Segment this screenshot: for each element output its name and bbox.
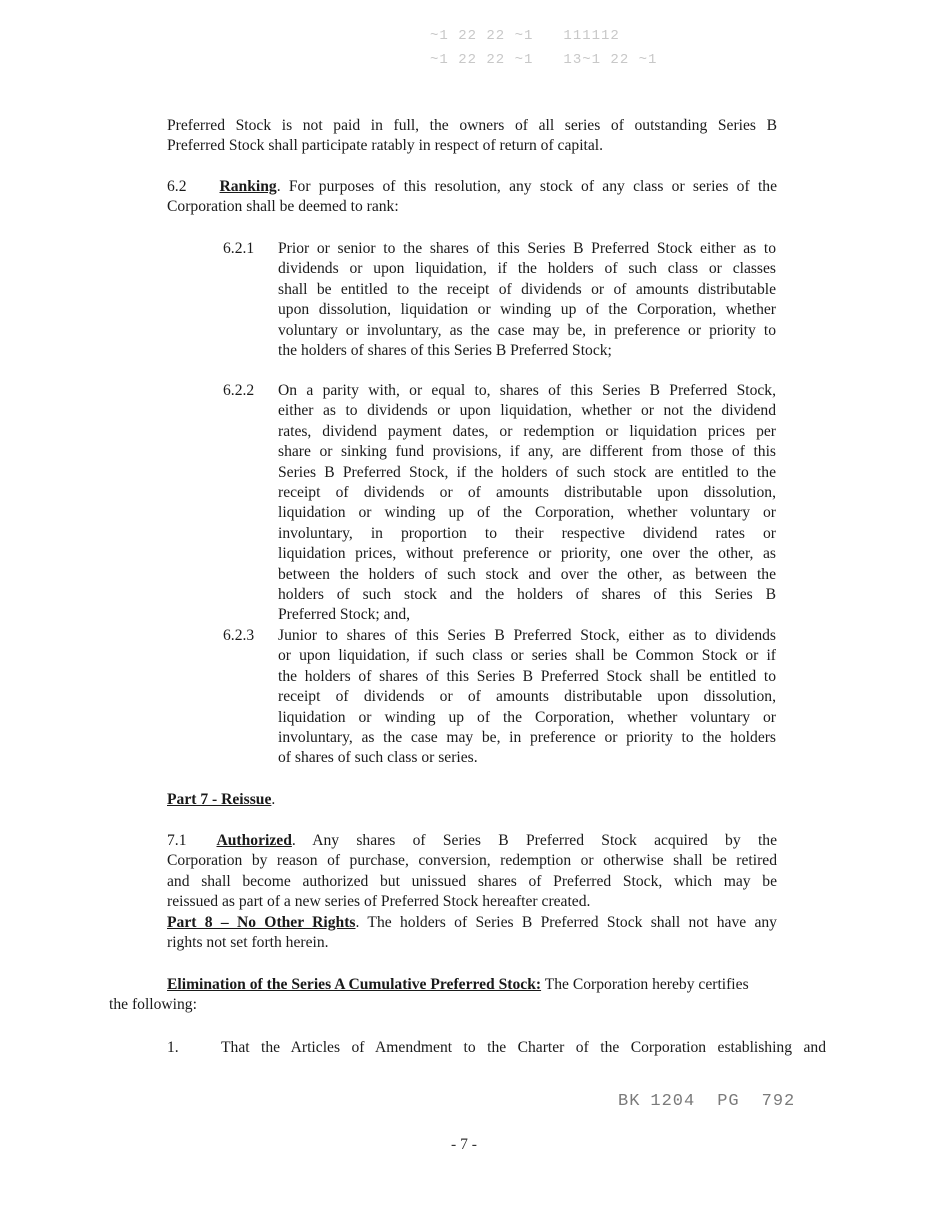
stamp-text: 13~1 22 ~1 — [563, 52, 658, 68]
text-line: That the Articles of Amendment to the Charter of the Corporation establishing and — [221, 1039, 826, 1056]
text-line: involuntary, as the case may be, in preference or priority to the holders — [278, 728, 776, 746]
item-number: 1. — [167, 1039, 179, 1056]
header-stamp — [430, 24, 657, 72]
section-number: 6.2 — [167, 178, 187, 195]
item-1 — [221, 1038, 826, 1058]
text-line: voluntary or involuntary, as the case may be, in preference or priority to — [278, 321, 776, 339]
text-line: shall be entitled to the receipt of dividends or of amounts distributable — [278, 280, 776, 298]
text-line: Preferred Stock is not paid in full, the owners of all series of outstanding Series B — [167, 117, 777, 134]
text-line: receipt of dividends or of amounts distributable upon dissolution, — [278, 483, 776, 501]
text-line: liquidation prices, without preference or priority, one over the other, as — [278, 545, 776, 563]
text-line: rates, dividend payment dates, or redemption or liquidation prices per — [278, 422, 776, 440]
text-line: of shares of such class or series. — [278, 749, 478, 767]
item-number: 6.2.2 — [223, 382, 255, 399]
text-line: Series B Preferred Stock, if the holders of such stock are entitled to the — [278, 463, 776, 481]
section-7-1-first-line — [167, 831, 777, 851]
bk-label: BK — [618, 1092, 641, 1111]
item-6-2-1 — [278, 239, 776, 361]
text-line: and shall become authorized but unissued shares of Preferred Stock, which may be — [167, 872, 777, 890]
item-6-2-2 — [278, 381, 776, 626]
pg-value: 792 — [761, 1092, 796, 1111]
item-number: 6.2.1 — [223, 240, 255, 257]
text-line: between the holders of such stock and over the other, as between the — [278, 565, 776, 583]
elimination-first-line — [167, 975, 749, 995]
section-7-1 — [167, 831, 777, 913]
text-line: or upon liquidation, if such class or series shall be Common Stock or if — [278, 647, 776, 665]
section-6-2 — [167, 177, 777, 218]
text-line: involuntary, in proportion to their respective dividend rates or — [278, 524, 776, 542]
text-line: On a parity with, or equal to, shares of this Series B Preferred Stock, — [278, 382, 776, 399]
book-page-stamp — [618, 1092, 795, 1111]
text-line: Preferred Stock; and, — [278, 606, 411, 624]
text-line: holders of such stock and the holders of shares of this Series B — [278, 585, 776, 603]
text: . The holders of Series B Preferred Stock shall not have any — [355, 914, 777, 931]
page-number: - 7 - — [451, 1136, 477, 1153]
item-number: 6.2.3 — [223, 627, 255, 644]
text-line: Prior or senior to the shares of this Series B Preferred Stock either as to — [278, 240, 776, 257]
punctuation: . — [271, 791, 276, 808]
text-line: receipt of dividends or of amounts distributable upon dissolution, — [278, 688, 776, 706]
heading-text: Elimination of the Series A Cumulative Preferred Stock: — [167, 976, 542, 993]
text-line: either as to dividends or upon liquidation, whether or not the dividend — [278, 402, 776, 420]
text-line: Preferred Stock shall participate ratably in respect of return of capital. — [167, 137, 604, 155]
text: . Any shares of Series B Preferred Stock acquired by the — [291, 832, 777, 849]
text-line: rights not set forth herein. — [167, 934, 329, 952]
heading-text: Part 8 – No Other Rights — [167, 914, 356, 931]
text-line: Corporation by reason of purchase, conversion, redemption or otherwise shall be retired — [167, 852, 777, 870]
text: . For purposes of this resolution, any stock of any class or series of the — [276, 178, 777, 195]
part-8-first-line — [167, 913, 777, 933]
section-heading: Ranking — [219, 178, 277, 195]
bk-value: 1204 — [650, 1092, 696, 1111]
text-line: upon dissolution, liquidation or winding up of the Corporation, whether — [278, 301, 776, 319]
part-8 — [167, 913, 777, 954]
text-line: Corporation shall be deemed to rank: — [167, 198, 399, 216]
text-line: the holders of shares of this Series B Preferred Stock shall be entitled to — [278, 667, 776, 685]
heading-text: Part 7 - Reissue — [167, 791, 272, 808]
stamp-text: ~1 22 22 ~1 — [430, 28, 534, 44]
text-line: share or sinking fund provisions, if any, are different from those of this — [278, 443, 776, 461]
stamp-text: 111112 — [563, 28, 620, 44]
text-line: liquidation or winding up of the Corporation, whether voluntary or — [278, 708, 776, 726]
text-line: dividends or upon liquidation, if the holders of such class or classes — [278, 260, 776, 278]
stamp-text: ~1 22 22 ~1 — [430, 52, 534, 68]
text: The Corporation hereby certifies — [541, 976, 749, 993]
continuation-paragraph — [167, 116, 777, 157]
section-number: 7.1 — [167, 832, 187, 849]
text-line: the holders of shares of this Series B Preferred Stock; — [278, 341, 612, 359]
text-line: liquidation or winding up of the Corporation, whether voluntary or — [278, 504, 776, 522]
text-line: Junior to shares of this Series B Preferred Stock, either as to dividends — [278, 627, 776, 644]
pg-label: PG — [717, 1092, 740, 1111]
text-line: the following: — [109, 996, 197, 1013]
part-7-heading — [167, 790, 275, 810]
item-6-2-3 — [278, 626, 776, 769]
section-6-2-intro — [167, 177, 777, 197]
section-heading: Authorized — [216, 832, 292, 849]
text-line: reissued as part of a new series of Preferred Stock hereafter created. — [167, 893, 591, 911]
